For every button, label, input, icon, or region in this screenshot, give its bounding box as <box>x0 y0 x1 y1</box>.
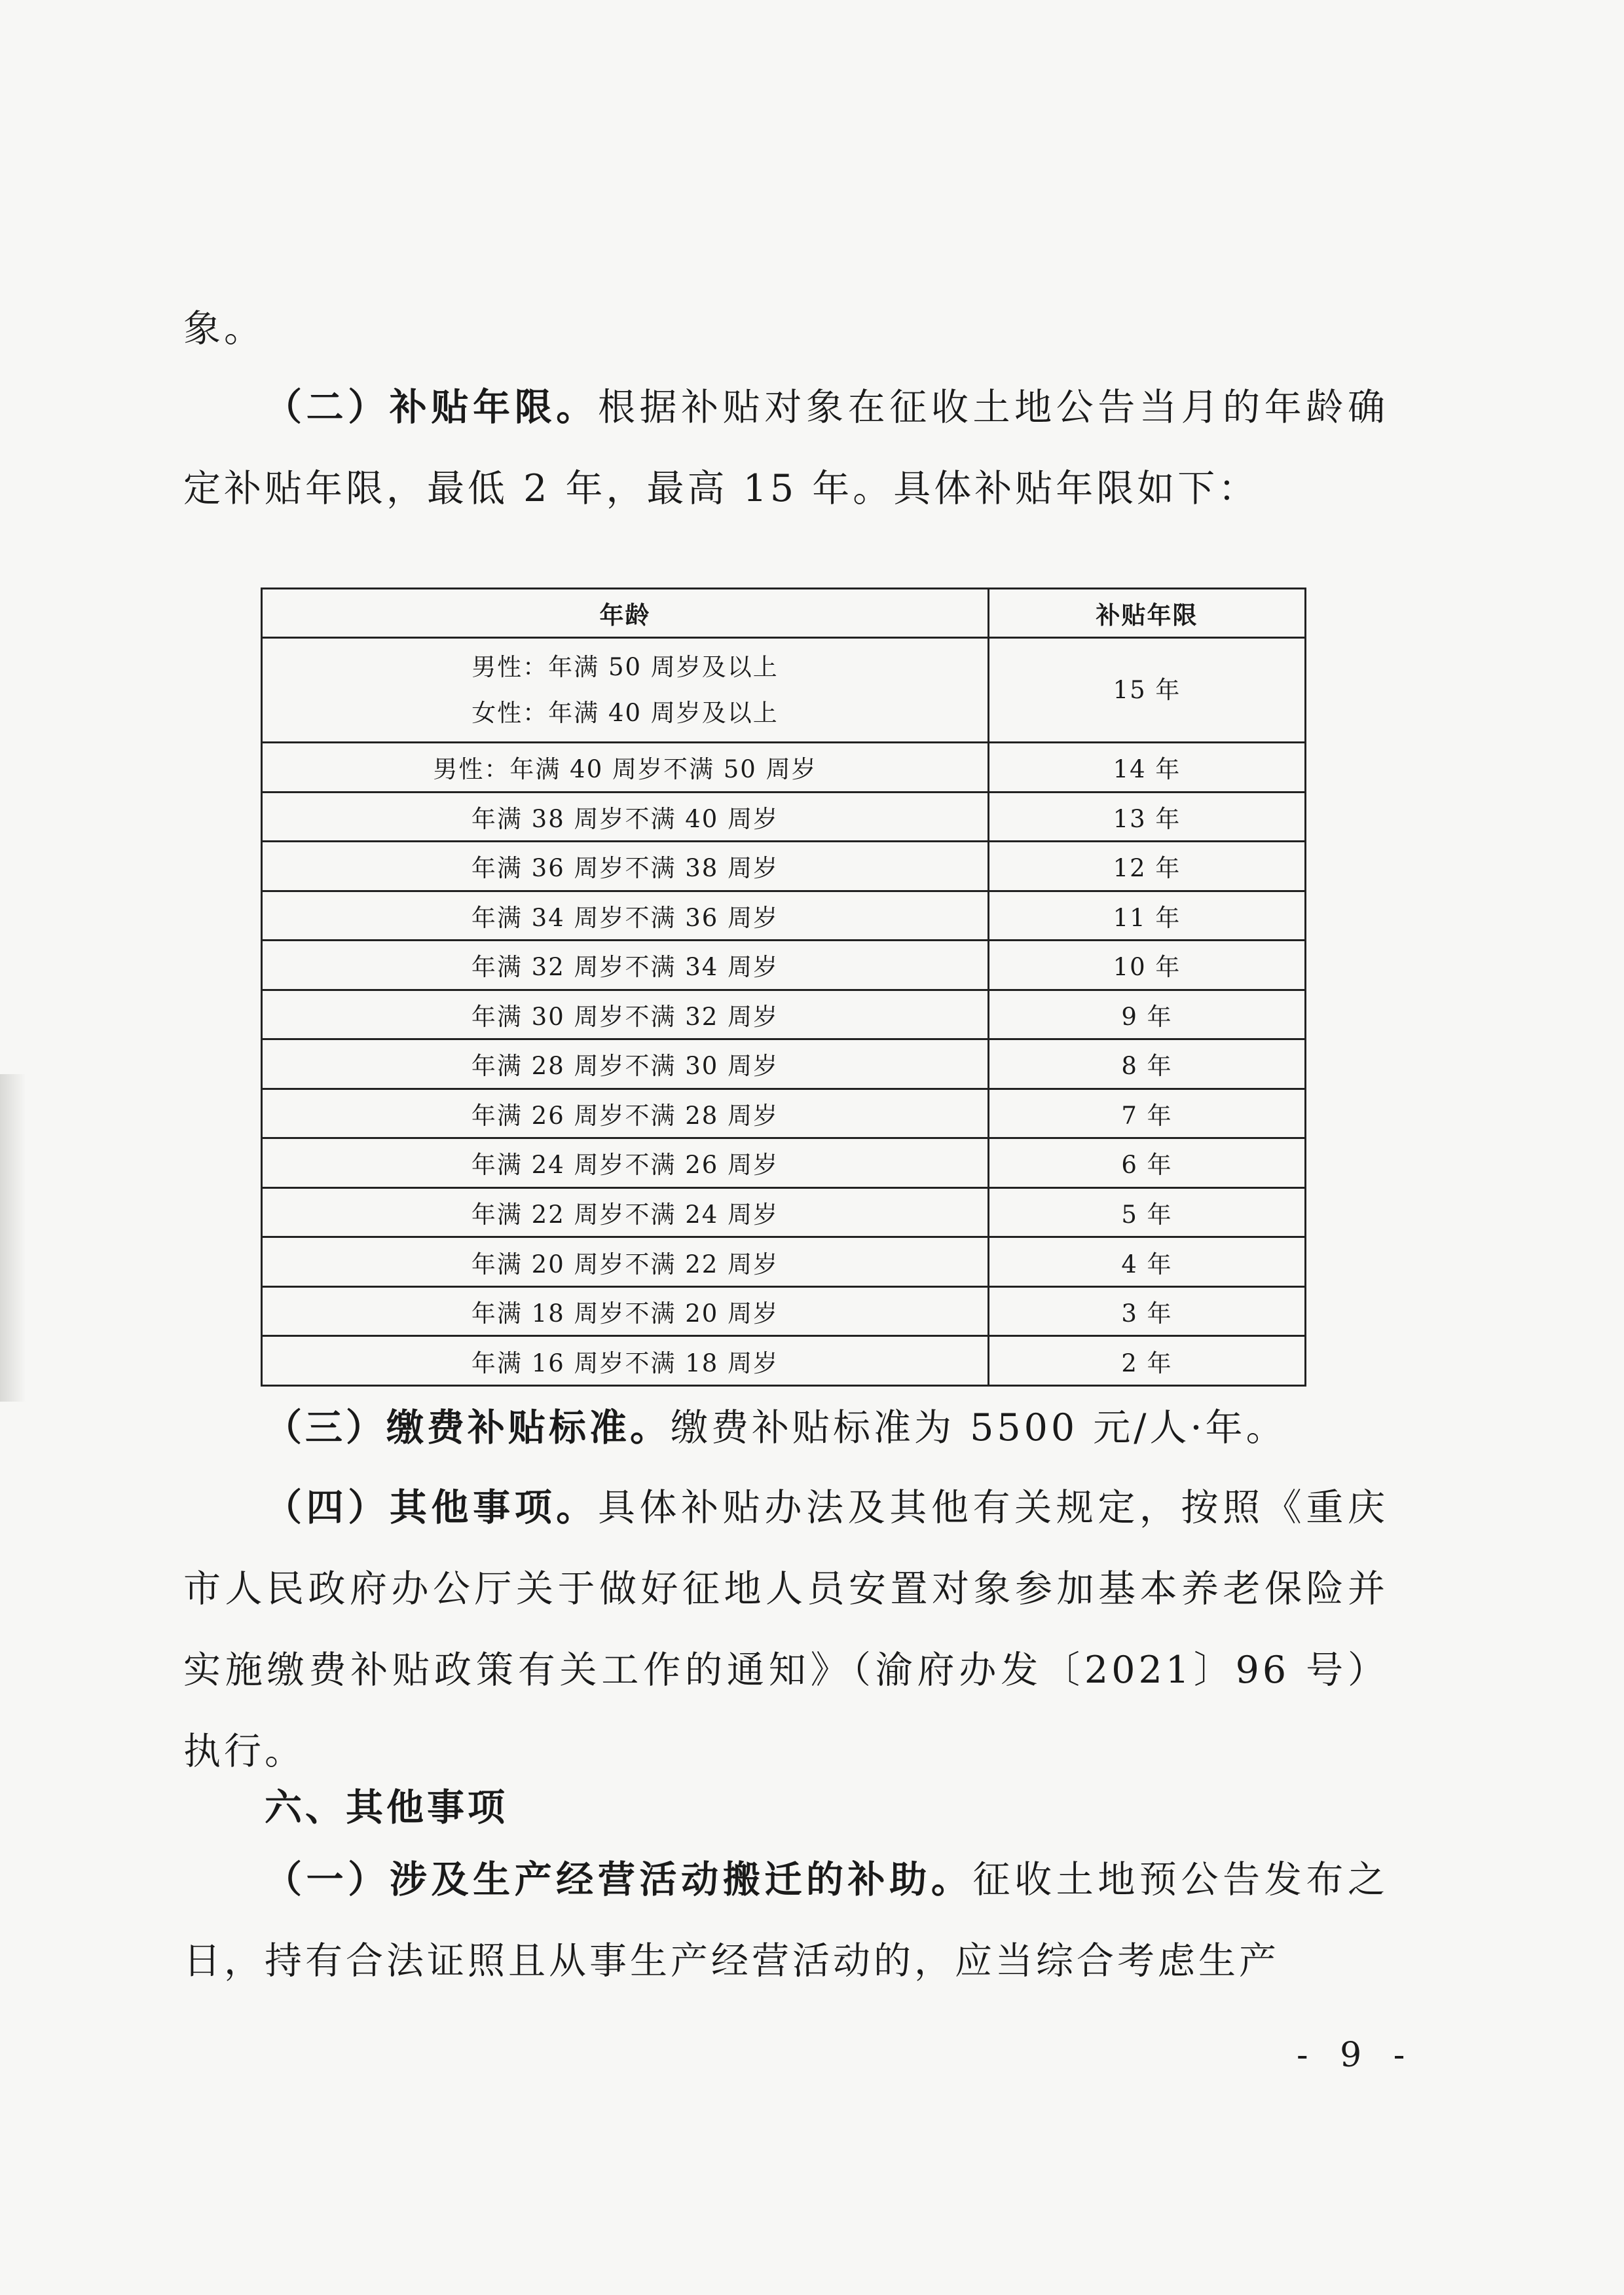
table-row <box>262 638 1306 743</box>
paragraph-other-matters <box>183 1467 1388 1792</box>
relocation-subsidy-lead: （一）涉及生产经营活动搬迁的补助。 <box>265 1857 973 1901</box>
payment-standard-lead: （三）缴费补贴标准。 <box>265 1406 671 1449</box>
other-matters-lead: （四）其他事项。 <box>265 1485 598 1529</box>
age-cell: 年满 32 周岁不满 34 周岁 <box>262 941 989 990</box>
age-line-male: 男性：年满 50 周岁及以上 <box>471 652 779 681</box>
years-cell: 3 年 <box>989 1286 1306 1336</box>
table-row <box>262 891 1306 941</box>
paragraph-subsidy-years <box>183 367 1388 529</box>
age-cell: 年满 28 周岁不满 30 周岁 <box>262 1039 989 1089</box>
paragraph-relocation-subsidy <box>183 1839 1388 2002</box>
header-age: 年龄 <box>262 589 989 638</box>
subsidy-years-text: 根据补贴对象在征收土地公告当月的年龄确定补贴年限，最低 2 年，最高 15 年。具体补贴年限如下： <box>183 386 1389 510</box>
scan-edge-shadow <box>0 1074 26 1402</box>
table-row <box>262 842 1306 891</box>
table-row <box>262 792 1306 842</box>
table-row <box>262 990 1306 1039</box>
table-row <box>262 941 1306 990</box>
years-cell: 4 年 <box>989 1237 1306 1287</box>
years-cell: 15 年 <box>989 638 1306 743</box>
page-number: - 9 - <box>1297 2036 1416 2075</box>
table-header-row <box>262 589 1306 638</box>
table-row <box>262 743 1306 793</box>
payment-standard-text: 缴费补贴标准为 5500 元/人·年。 <box>671 1406 1287 1449</box>
years-cell: 7 年 <box>989 1089 1306 1138</box>
relocation-subsidy-text: 征收土地预公告发布之日，持有合法证照且从事生产经营活动的，应当综合考虑生产 <box>183 1858 1389 1983</box>
age-cell <box>262 638 989 743</box>
age-cell: 年满 34 周岁不满 36 周岁 <box>262 891 989 941</box>
header-years: 补贴年限 <box>989 589 1306 638</box>
years-cell: 11 年 <box>989 891 1306 941</box>
table-row <box>262 1336 1306 1386</box>
age-line-female: 女性：年满 40 周岁及以上 <box>471 698 779 727</box>
age-cell: 年满 16 周岁不满 18 周岁 <box>262 1336 989 1386</box>
age-cell: 年满 20 周岁不满 22 周岁 <box>262 1237 989 1287</box>
subsidy-years-lead: （二）补贴年限。 <box>265 385 598 429</box>
age-cell: 年满 18 周岁不满 20 周岁 <box>262 1286 989 1336</box>
years-cell: 12 年 <box>989 842 1306 891</box>
years-cell: 2 年 <box>989 1336 1306 1386</box>
table-row <box>262 1039 1306 1089</box>
subsidy-years-table <box>261 588 1306 1387</box>
age-cell: 年满 26 周岁不满 28 周岁 <box>262 1089 989 1138</box>
section-heading-six: 六、其他事项 <box>265 1785 508 1829</box>
table-row <box>262 1089 1306 1138</box>
years-cell: 5 年 <box>989 1187 1306 1237</box>
age-cell: 年满 36 周岁不满 38 周岁 <box>262 842 989 891</box>
age-cell: 年满 24 周岁不满 26 周岁 <box>262 1138 989 1188</box>
years-cell: 9 年 <box>989 990 1306 1039</box>
age-cell: 男性：年满 40 周岁不满 50 周岁 <box>262 743 989 793</box>
years-cell: 14 年 <box>989 743 1306 793</box>
years-cell: 10 年 <box>989 941 1306 990</box>
age-cell: 年满 38 周岁不满 40 周岁 <box>262 792 989 842</box>
years-cell: 8 年 <box>989 1039 1306 1089</box>
table-row <box>262 1138 1306 1188</box>
table-row <box>262 1187 1306 1237</box>
table-row <box>262 1237 1306 1287</box>
paragraph-payment-standard <box>183 1387 1388 1468</box>
continuation-text: 象。 <box>183 307 265 350</box>
table-row <box>262 1286 1306 1336</box>
age-cell: 年满 22 周岁不满 24 周岁 <box>262 1187 989 1237</box>
years-cell: 6 年 <box>989 1138 1306 1188</box>
years-cell: 13 年 <box>989 792 1306 842</box>
paragraph-continuation <box>183 288 1388 369</box>
other-matters-text: 具体补贴办法及其他有关规定，按照《重庆市人民政府办公厅关于做好征地人员安置对象参加基本养老保险并实施缴费补贴政策有关工作的通知》（渝府办发〔2021〕96 号）执行。 <box>183 1486 1389 1773</box>
age-cell: 年满 30 周岁不满 32 周岁 <box>262 990 989 1039</box>
